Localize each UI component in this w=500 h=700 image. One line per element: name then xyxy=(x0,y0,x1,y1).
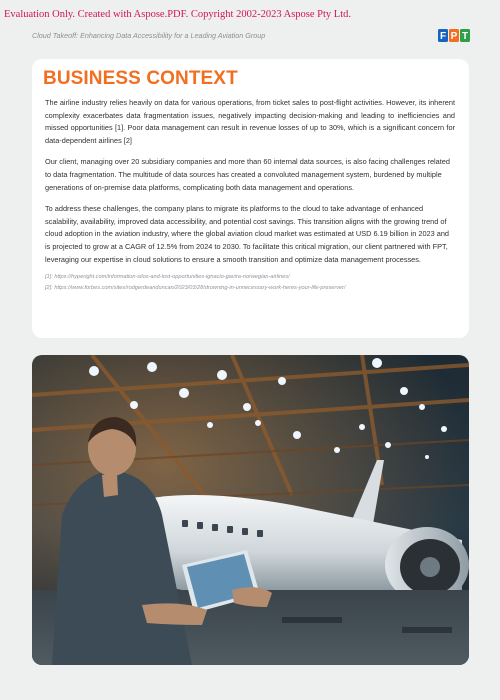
svg-text:T: T xyxy=(461,31,469,42)
paragraph-3: To address these challenges, the company plans to migrate its platforms to the cloud to take advantage of enhanced scalability, availability, improved data accessibility, and potential cost savings. This transition aligns with the growing trend of cloud adoption in the aviation industry, where the global aviation cloud market was estimated at USD 6.19 billion in 2023 and is projected to grow at a CAGR of 12.5% from 2024 to 2030. To facilitate this critical migration, our client partnered with FPT, leveraging our expertise in cloud solutions to ensure a smooth transition and optimize data management processes. xyxy=(45,204,450,264)
hangar-illustration xyxy=(32,355,469,665)
references xyxy=(45,272,455,293)
business-context-card xyxy=(32,59,469,338)
section-body xyxy=(45,97,455,293)
document-subtitle: Cloud Takeoff: Enhancing Data Accessibility for a Leading Aviation Group xyxy=(32,31,266,40)
paragraph-2: Our client, managing over 20 subsidiary companies and more than 60 internal data sources, is also facing challenges related to data fragmentation. The multitude of data sources has created a convoluted management system, burdened by multiple generations of on-premise data platforms, complicating both data management and operations. xyxy=(45,157,450,192)
reference-link-2[interactable]: [2]: https://www.forbes.com/sites/rodgerdeanduncan/2023/03/28/drowning-in-unnecessary-work-heres-your-life-preserver/ xyxy=(45,284,346,291)
svg-text:P: P xyxy=(450,31,458,42)
paragraph-1: The airline industry relies heavily on data for various operations, from ticket sales to post-flight activities. However, its inherent complexity exacerbates data fragmentation issues, negatively impacting decision-making and leading to inefficiencies and missed opportunities [1]. Poor data management can result in revenue losses of up to 30%, which is a significant concern for data-dependent airlines [2] xyxy=(45,98,455,145)
fpt-logo xyxy=(438,29,470,42)
reference-link-1[interactable]: [1]: https://hyperight.com/information-silos-and-lost-opportunities-ignacio-gavira-norwegian-airlines/ xyxy=(45,274,290,281)
aircraft-hangar-photo xyxy=(32,355,469,665)
watermark: Evaluation Only. Created with Aspose.PDF. Copyright 2002-2023 Aspose Pty Ltd. xyxy=(4,9,352,20)
section-title: BUSINESS CONTEXT xyxy=(43,68,238,89)
svg-text:F: F xyxy=(439,31,447,42)
